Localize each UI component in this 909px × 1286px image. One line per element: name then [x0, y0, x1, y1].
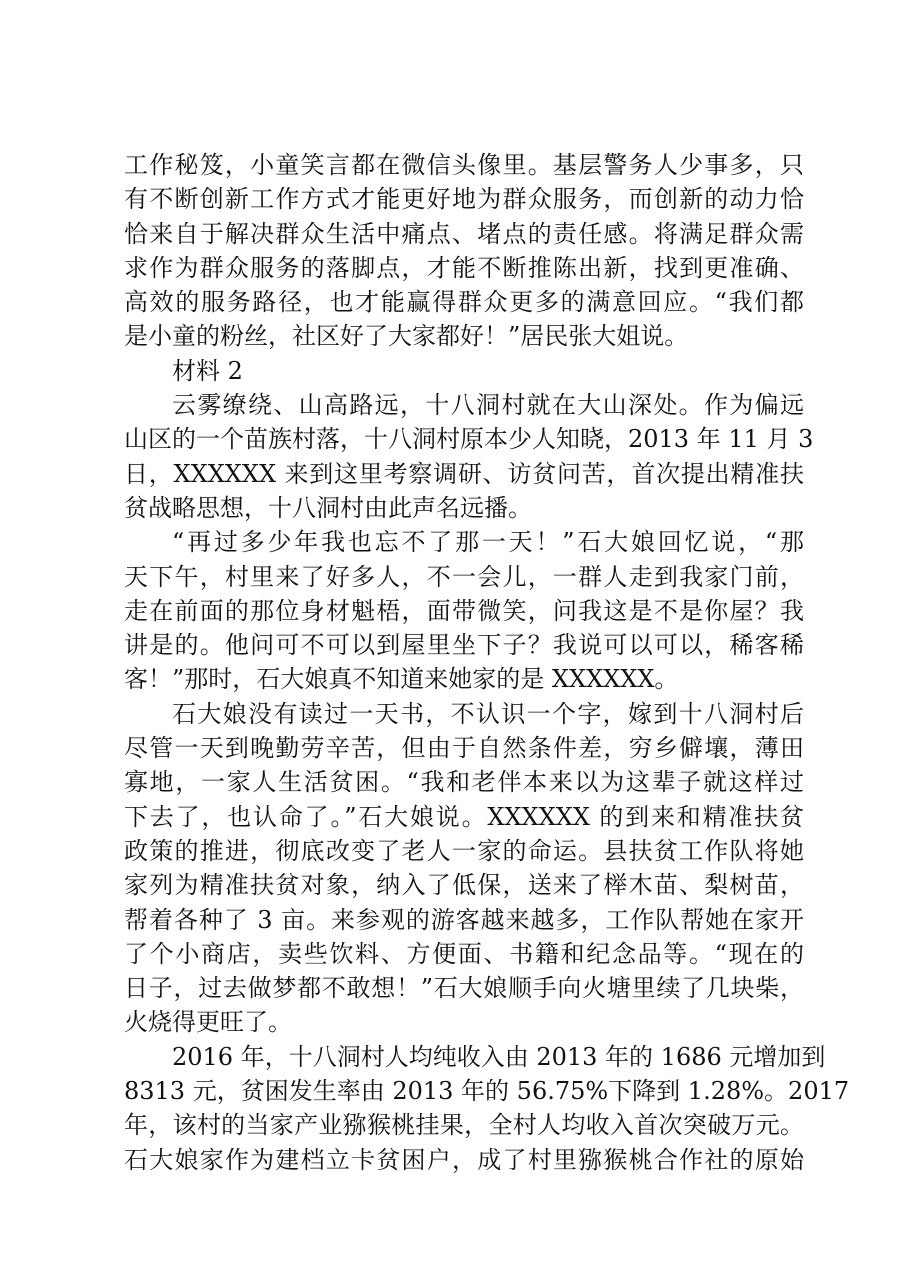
text-line: 下去了，也认命了。”石大娘说。XXXXXX 的到来和精准扶贫 [124, 802, 804, 831]
text-line: 贫战略思想，十八洞村由此声名远播。 [124, 493, 532, 522]
text-line: 2016 年，十八洞村人均纯收入由 2013 年的 1686 元增加到 [172, 1042, 826, 1071]
body-text [124, 148, 850, 1177]
text-line: 8313 元，贫困发生率由 2013 年的 56.75%下降到 1.28%。2017 [124, 1077, 850, 1106]
text-line: 是小童的粉丝，社区好了大家都好！”居民张大姐说。 [124, 322, 689, 351]
text-line: 客！”那时，石大娘真不知道来她家的是 XXXXXX。 [124, 665, 679, 694]
text-line: 有不断创新工作方式才能更好地为群众服务，而创新的动力恰 [124, 185, 804, 214]
text-line: 尽管一天到晚勤劳辛苦，但由于自然条件差，穷乡僻壤，薄田 [124, 734, 804, 763]
text-line: 日，XXXXXX 来到这里考察调研、访贫问苦，首次提出精准扶 [124, 459, 804, 488]
text-line: 政策的推进，彻底改变了老人一家的命运。县扶贫工作队将她 [124, 836, 804, 865]
text-line: 石大娘没有读过一天书，不认识一个字，嫁到十八洞村后 [172, 699, 804, 728]
text-line: “再过多少年我也忘不了那一天！”石大娘回忆说，“那 [172, 528, 804, 557]
text-line: 年，该村的当家产业猕猴桃挂果，全村人均收入首次突破万元。 [124, 1111, 804, 1140]
text-line: 了个小商店，卖些饮料、方便面、书籍和纪念品等。“现在的 [124, 939, 804, 968]
text-line: 寡地，一家人生活贫困。“我和老伴本来以为这辈子就这样过 [124, 768, 804, 797]
text-line: 恰来自于解决群众生活中痛点、堵点的责任感。将满足群众需 [124, 219, 804, 248]
text-line: 材料 2 [172, 356, 243, 385]
text-line: 高效的服务路径，也才能赢得群众更多的满意回应。“我们都 [124, 288, 804, 317]
text-line: 帮着各种了 3 亩。来参观的游客越来越多，工作队帮她在家开 [124, 905, 804, 934]
text-line: 天下午，村里来了好多人，不一会儿，一群人走到我家门前， [124, 562, 804, 591]
text-line: 石大娘家作为建档立卡贫困户，成了村里猕猴桃合作社的原始 [124, 1145, 804, 1174]
text-line: 云雾缭绕、山高路远，十八洞村就在大山深处。作为偏远 [172, 391, 804, 420]
text-line: 火烧得更旺了。 [124, 1008, 292, 1037]
text-line: 走在前面的那位身材魁梧，面带微笑，问我这是不是你屋？我 [124, 596, 804, 625]
text-line: 日子，过去做梦都不敢想！”石大娘顺手向火塘里续了几块柴， [124, 974, 804, 1003]
text-line: 山区的一个苗族村落，十八洞村原本少人知晓，2013 年 11 月 3 [124, 425, 814, 454]
text-line: 工作秘笈，小童笑言都在微信头像里。基层警务人少事多，只 [124, 151, 804, 179]
text-line: 讲是的。他问可不可以到屋里坐下子？我说可以可以，稀客稀 [124, 631, 804, 660]
text-line: 求作为群众服务的落脚点，才能不断推陈出新，找到更准确、 [124, 253, 804, 282]
text-line: 家列为精准扶贫对象，纳入了低保，送来了榉木苗、梨树苗， [124, 871, 804, 900]
